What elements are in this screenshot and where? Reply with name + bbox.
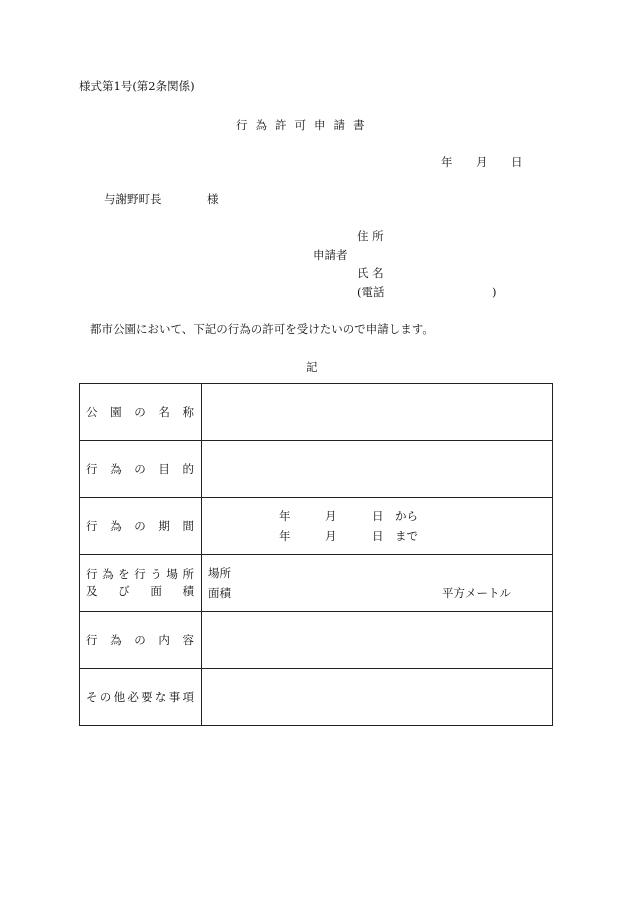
label-char: の (134, 404, 146, 419)
table-row (80, 441, 553, 498)
place-label: 場所 (208, 566, 231, 580)
label-char: 容 (182, 632, 194, 647)
period-year-to: 年 (279, 529, 291, 543)
body-text: 都市公園において、下記の行為の許可を受けたいので申請します。 (90, 322, 434, 336)
period-month-to: 月 (325, 529, 337, 543)
honorific: 様 (207, 192, 219, 206)
form-number: 様式第1号(第2条関係) (79, 79, 195, 93)
label-char: 称 (182, 404, 194, 419)
period-year-from: 年 (279, 509, 291, 523)
label-char: の (134, 461, 146, 476)
label-char: 間 (182, 518, 194, 533)
label-char: 為 (110, 632, 122, 647)
applicant-label: 申請者 (313, 248, 348, 262)
label-char: の (99, 689, 112, 704)
label-char: 必 (127, 689, 139, 704)
table-row (80, 612, 553, 669)
other-matters-value[interactable] (202, 669, 553, 726)
table-label-cell (80, 498, 202, 555)
label-char: 行 (86, 518, 98, 533)
label-char: 所 (182, 567, 194, 582)
label-char: 行 (86, 632, 98, 647)
label-char: 事 (168, 689, 181, 704)
address-label: 住 所 (357, 229, 384, 243)
label-char: 及 (86, 584, 98, 598)
purpose-label (86, 461, 194, 478)
table-label-cell (80, 669, 202, 726)
label-char: 期 (158, 518, 170, 533)
table-row (80, 555, 553, 612)
addressee: 与謝野町長 (104, 192, 162, 206)
label-char: う (150, 567, 162, 582)
label-char: 行 (134, 567, 146, 582)
application-table (79, 383, 553, 726)
other-matters-label (86, 689, 194, 706)
area-label: 面積 (208, 586, 231, 600)
table-row (80, 669, 553, 726)
period-day-from: 日 (372, 509, 384, 523)
content-label (86, 632, 194, 649)
label-char: の (134, 518, 146, 533)
label-char: 行 (86, 567, 98, 582)
label-char: 項 (182, 689, 194, 704)
phone-label: (電話 (357, 285, 385, 299)
label-char: 目 (158, 461, 170, 476)
name-label: 氏 名 (357, 266, 384, 280)
label-char: 他 (113, 689, 126, 704)
park-name-label (86, 404, 194, 421)
phone-close-paren: ) (492, 285, 497, 299)
label-char: 内 (158, 632, 170, 647)
label-char: 名 (158, 404, 170, 419)
label-char: 面 (150, 584, 162, 598)
label-char: 為 (102, 567, 114, 582)
date-month-label: 月 (476, 155, 488, 169)
area-unit-label: 平方メートル (442, 586, 511, 600)
table-label-cell (80, 384, 202, 441)
period-label (86, 518, 194, 535)
park-name-value[interactable] (202, 384, 553, 441)
label-char: 的 (182, 461, 194, 476)
label-char: の (134, 632, 146, 647)
period-until-label: まで (395, 529, 418, 543)
label-char: 為 (110, 518, 122, 533)
table-row (80, 384, 553, 441)
label-char: 要 (141, 689, 153, 704)
period-value[interactable] (202, 498, 553, 555)
label-char: 為 (110, 461, 122, 476)
place-area-label-line1 (86, 566, 194, 583)
table-label-cell (80, 612, 202, 669)
ki-heading: 記 (306, 360, 318, 374)
label-char: 園 (110, 404, 122, 419)
label-char: を (118, 567, 130, 582)
purpose-value[interactable] (202, 441, 553, 498)
period-month-from: 月 (325, 509, 337, 523)
date-day-label: 日 (511, 155, 523, 169)
place-area-label-line2 (86, 583, 194, 600)
label-char: び (118, 584, 130, 598)
label-char: 場 (166, 567, 178, 582)
label-char: な (154, 689, 167, 704)
content-value[interactable] (202, 612, 553, 669)
document-title: 行為許可申請書 (236, 118, 373, 132)
label-char: 公 (86, 404, 98, 419)
label-char: そ (86, 689, 98, 704)
period-day-to: 日 (372, 529, 384, 543)
date-year-label: 年 (441, 155, 453, 169)
label-char: 積 (182, 584, 194, 598)
table-row (80, 498, 553, 555)
table-label-cell (80, 441, 202, 498)
label-char: 行 (86, 461, 98, 476)
table-label-cell (80, 555, 202, 612)
period-from-label: から (395, 509, 418, 523)
place-area-value[interactable] (202, 555, 553, 612)
